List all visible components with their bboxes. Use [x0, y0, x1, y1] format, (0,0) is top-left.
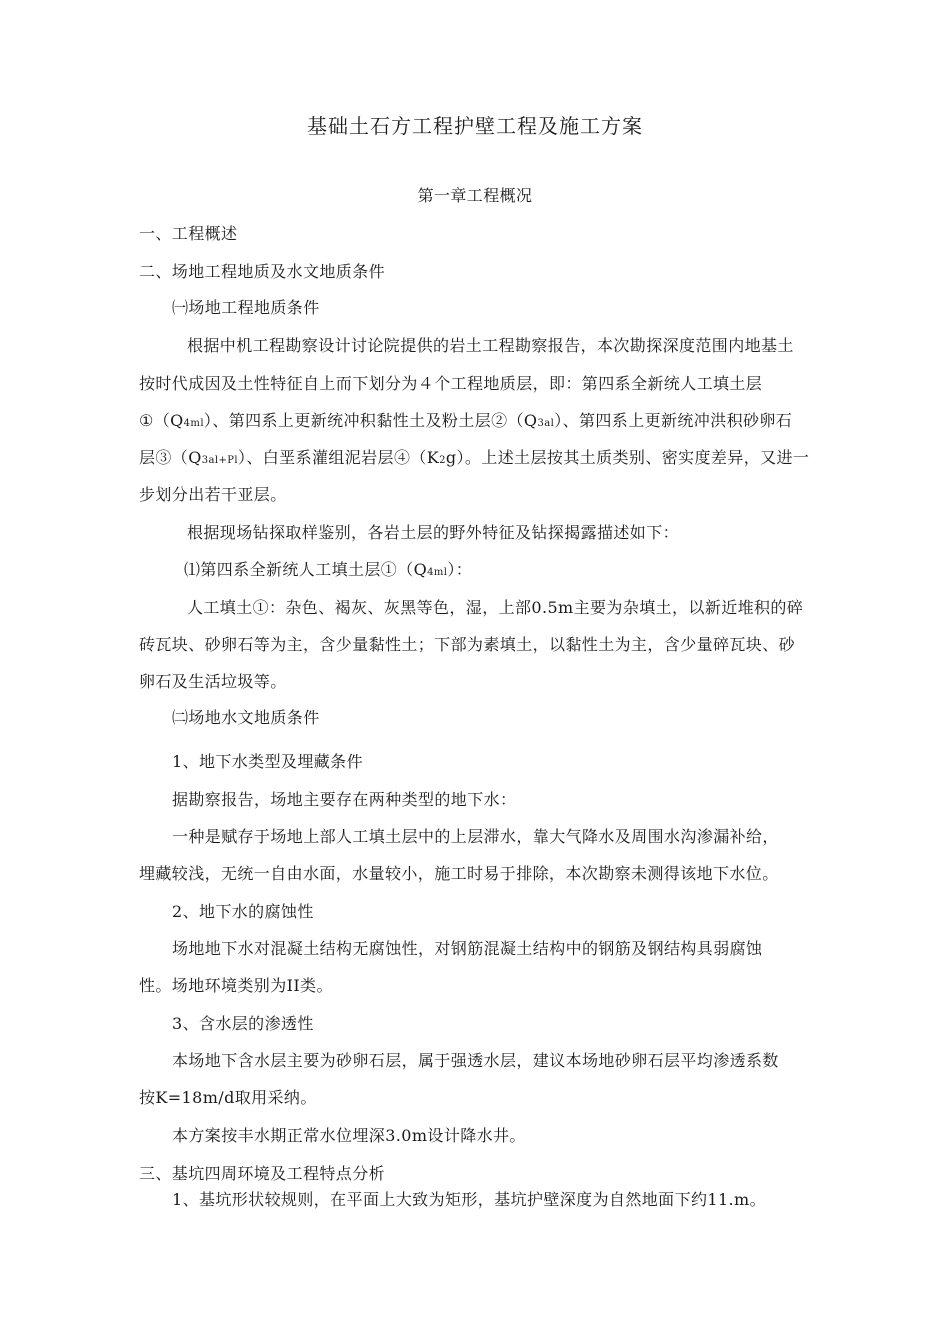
paragraph-9: 1、基坑形状较规则，在平面上大致为矩形，基坑护壁深度为自然地面下约11.m。	[172, 1190, 766, 1209]
paragraph-1-line-1: 根据中机工程勘察设计讨论院提供的岩土工程勘察报告，本次勘探深度范围内地基土	[187, 336, 794, 355]
subscript: 4ml	[183, 418, 204, 429]
subsection-heading-2: ㈡场地水文地质条件	[172, 708, 320, 727]
subscript: 2	[439, 455, 446, 466]
paragraph-3-line-1: 人工填土①：杂色、褐灰、灰黑等色，湿，上部0.5m主要为杂填土，以新近堆积的碎	[187, 598, 804, 617]
subscript: 4ml	[427, 567, 448, 578]
section-heading-3: 三、基坑四周环境及工程特点分析	[139, 1164, 386, 1183]
heading-permeability: 3、含水层的渗透性	[172, 1014, 314, 1033]
paragraph-3-line-2: 砖瓦块、砂卵石等为主，含少量黏性土；下部为素填土，以黏性土为主，含少量碎瓦块、砂	[139, 635, 796, 654]
heading-groundwater-type: 1、地下水类型及埋藏条件	[172, 752, 363, 771]
subscript: 3al	[537, 418, 555, 429]
heading-corrosion: 2、地下水的腐蚀性	[172, 902, 314, 921]
paragraph-5-line-2: 埋藏较浅，无统一自由水面，水量较小，施工时易于排除，本次勘察未测得该地下水位。	[139, 864, 779, 883]
section-heading-1: 一、工程概述	[139, 224, 238, 243]
section-heading-2: 二、场地工程地质及水文地质条件	[139, 262, 386, 281]
subsection-heading-1: ㈠场地工程地质条件	[172, 298, 320, 317]
paragraph-8: 本方案按丰水期正常水位埋深3.0m设计降水井。	[172, 1126, 526, 1145]
paragraph-5-line-1: 一种是赋存于场地上部人工填土层中的上层滞水，靠大气降水及周围水沟渗漏补给，	[172, 827, 779, 846]
paragraph-6-line-2: 性。场地环境类别为II类。	[139, 976, 333, 995]
paragraph-4: 据勘察报告，场地主要存在两种类型的地下水：	[172, 790, 517, 809]
paragraph-1-line-5: 步划分出若干亚层。	[139, 485, 287, 504]
chapter-heading: 第一章工程概况	[417, 186, 533, 205]
paragraph-1-line-2: 按时代成因及土性特征自上而下划分为４个工程地质层，即：第四系全新统人工填土层	[139, 374, 763, 393]
paragraph-1-line-3: ①（Q4ml）、第四系上更新统冲积黏性土及粉土层②（Q3al）、第四系上更新统冲洪积砂卵石	[139, 411, 793, 430]
subscript: 3al+Pl	[201, 455, 238, 466]
document-title: 基础土石方工程护壁工程及施工方案	[307, 114, 643, 138]
list-item-1: ⑴第四系全新统人工填土层①（Q4ml）：	[184, 560, 473, 579]
paragraph-2: 根据现场钻探取样鉴别，各岩土层的野外特征及钻探揭露描述如下：	[187, 523, 680, 542]
paragraph-7-line-2: 按K=18m/d取用采纳。	[139, 1088, 317, 1107]
paragraph-7-line-1: 本场地下含水层主要为砂卵石层，属于强透水层，建议本场地砂卵石层平均渗透系数	[172, 1051, 779, 1070]
paragraph-3-line-3: 卵石及生活垃圾等。	[139, 672, 287, 691]
paragraph-6-line-1: 场地地下水对混凝土结构无腐蚀性，对钢筋混凝土结构中的钢筋及钢结构具弱腐蚀	[172, 939, 763, 958]
paragraph-1-line-4: 层③（Q3al+Pl）、白垩系灌组泥岩层④（K2g）。上述土层按其土质类别、密实度差异，又进一	[139, 448, 810, 467]
